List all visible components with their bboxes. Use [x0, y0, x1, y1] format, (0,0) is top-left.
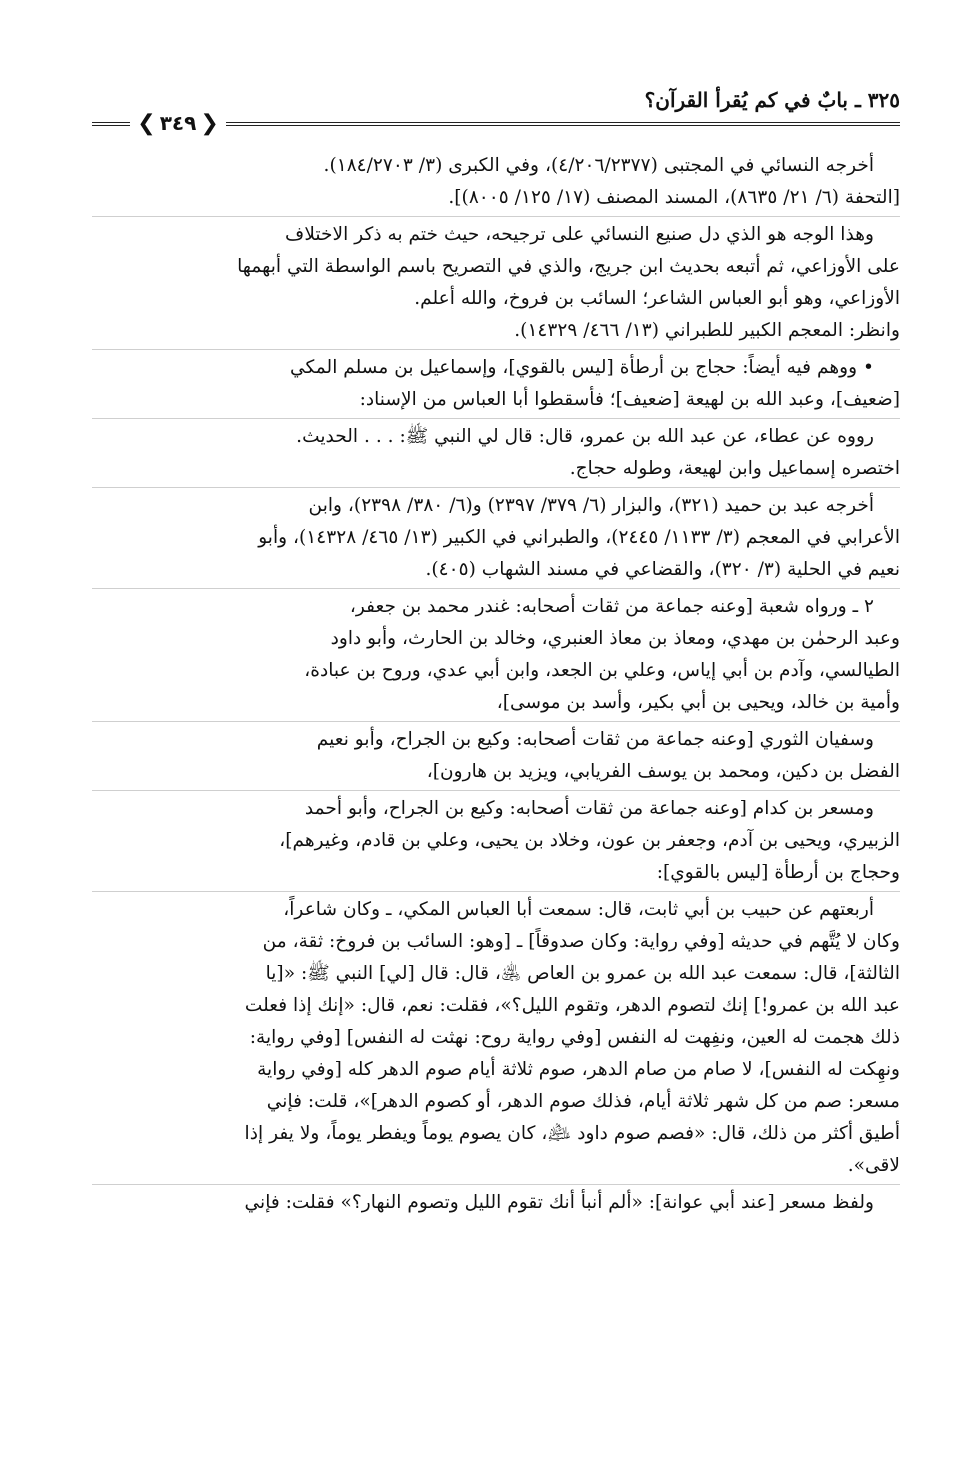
text-line: أطيق أكثر من ذلك، قال: «فصم صوم داود ﵇، كان يصوم يوماً ويفطر يوماً، ولا يفر إذا [244, 1123, 900, 1144]
text-line: وهذا الوجه هو الذي دل صنيع النسائي على ترجيحه، حيث ختم به ذكر الاختلاف [285, 224, 874, 245]
text-line: مسعر: صم من كل شهر ثلاثة أيام، فذلك صوم الدهر، أو كصوم الدهر]»، قلت: فإني [266, 1091, 900, 1112]
paragraph [92, 1187, 900, 1219]
text-line: الفضل بن دكين، ومحمد بن يوسف الفريابي، ويزيد بن هارون]، [426, 761, 900, 782]
text-line: وانظر: المعجم الكبير للطبراني (١٣/ ٤٦٦/ ١٤٣٢٩). [514, 320, 900, 341]
text-line: ٢ ـ ورواه شعبة [وعنه جماعة من ثقات أصحابه: غندر محمد بن جعفر، [349, 596, 874, 617]
bracket-left-ornament: ❮ [200, 110, 219, 136]
text-line: أربعتهم عن حبيب بن أبي ثابت، قال: سمعت أبا العباس المكي، ـ وكان شاعراً، [283, 899, 874, 920]
paragraph-divider [92, 487, 900, 488]
paragraph [92, 490, 900, 586]
body-text [92, 150, 900, 1219]
paragraph [92, 894, 900, 1182]
paragraph-divider [92, 216, 900, 217]
text-line: أخرجه النسائي في المجتبى (٤/٢٠٦/٢٣٧٧)، وفي الكبرى (٣/ ١٨٤/٢٧٠٣). [323, 155, 874, 176]
paragraph-divider [92, 588, 900, 589]
paragraph-divider [92, 790, 900, 791]
text-line: وأمية بن خالد، ويحيى بن أبي بكير، وأسد بن موسى]، [496, 692, 900, 713]
paragraph-divider [92, 1184, 900, 1185]
text-line: وعبد الرحمٰن بن مهدي، ومعاذ بن معاذ العنبري، وخالد بن الحارث، وأبو داود [330, 628, 900, 649]
paragraph [92, 591, 900, 719]
text-line: ولفظ مسعر [عند أبي عوانة]: «ألم أنبأ أنك تقوم الليل وتصوم النهار؟» فقلت: فإني [244, 1192, 874, 1213]
text-line: الثالثة]، قال: سمعت عبد الله بن عمرو بن العاص ﵁، قال: قال [لي] النبي ﷺ: «[يا [265, 963, 900, 984]
bracket-right-ornament: ❯ [137, 110, 156, 136]
paragraph [92, 219, 900, 347]
text-line: الأعرابي في المعجم (٣/ ١١٣٣/ ٢٤٤٥)، والطبراني في الكبير (١٣/ ٤٦٥/ ١٤٣٢٨)، وأبو [258, 527, 900, 548]
paragraph-divider [92, 721, 900, 722]
text-line: ذلك هجمت له العين، ونفِهت له النفس [وفي رواية روح: نهثت له النفس] [وفي رواية: [249, 1027, 900, 1048]
text-line: الزبيري، ويحيى بن آدم، وجعفر بن عون، وخلاد بن يحيى، وعلي بن قادم، وغيرهم]، [279, 830, 900, 851]
text-line: عبد الله بن عمرو!] إنك لتصوم الدهر، وتقوم الليل؟»، فقلت: نعم، قال: «إنك إذا فعلت [244, 995, 900, 1016]
text-line: لاقى». [847, 1155, 900, 1176]
page-number: ٣٤٩ [159, 111, 197, 135]
text-line: وكان لا يُتَّهم في حديثه [وفي رواية: وكان صدوقاً] ـ [وهو: السائب بن فروخ: ثقة، من [262, 931, 900, 952]
text-line: رووه عن عطاء، عن عبد الله بن عمرو، قال: قال لي النبي ﷺ: . . . الحديث. [296, 426, 874, 447]
paragraph [92, 421, 900, 485]
text-line: [التحفة (٦/ ٢١/ ٨٦٣٥)، المسند المصنف (١٧/ ١٢٥/ ٨٠٠٥)]. [448, 187, 900, 208]
document-page [92, 82, 900, 1412]
text-line: [ضعيف]، وعبد الله بن لهيعة [ضعيف]؛ فأسقطوا أبا العباس من الإسناد: [359, 389, 900, 410]
text-line: أخرجه عبد بن حميد (٣٢١)، والبزار (٦/ ٣٧٩/ ٢٣٩٧) و(٦/ ٣٨٠/ ٢٣٩٨)، وابن [308, 495, 874, 516]
text-line: اختصره إسماعيل وابن لهيعة، وطوله حجاج. [569, 458, 900, 479]
page-number-badge [130, 108, 226, 138]
text-line: ونهِكت له النفس]، لا صام من صام الدهر، صوم ثلاثة أيام صوم الدهر كله [وفي رواية [257, 1059, 900, 1080]
paragraph-divider [92, 418, 900, 419]
paragraph-divider [92, 891, 900, 892]
page-header [92, 82, 900, 138]
text-line: ومسعر بن كدام [وعنه جماعة من ثقات أصحابه: وكيع بن الجراح، وأبو أحمد [304, 798, 874, 819]
text-line: وسفيان الثوري [وعنه جماعة من ثقات أصحابه: وكيع بن الجراح، وأبو نعيم [316, 729, 874, 750]
text-line: وحجاج بن أرطأة [ليس بالقوي]: [656, 862, 900, 883]
text-line: الأوزاعي، وهو أبو العباس الشاعر؛ السائب بن فروخ، والله أعلم. [414, 288, 900, 309]
text-line: الطيالسي، وآدم بن أبي إياس، وعلي بن الجعد، وابن أبي عدي، وروح بن عبادة، [304, 660, 900, 681]
paragraph [92, 724, 900, 788]
text-line: نعيم في الحلية (٣/ ٣٢٠)، والقضاعي في مسند الشهاب (٤٠٥). [425, 559, 900, 580]
paragraph [92, 150, 900, 214]
paragraph [92, 352, 900, 416]
paragraph [92, 793, 900, 889]
paragraph-divider [92, 349, 900, 350]
chapter-title: ٣٢٥ ـ بابٌ في كم يُقرأ القرآن؟ [644, 88, 900, 112]
text-line: على الأوزاعي، ثم أتبعه بحديث ابن جريج، والذي في التصريح باسم الواسطة التي أبهمها [237, 256, 900, 277]
text-line: • ووهم فيه أيضاً: حجاج بن أرطأة [ليس بالقوي]، وإسماعيل بن مسلم المكي [290, 357, 874, 378]
